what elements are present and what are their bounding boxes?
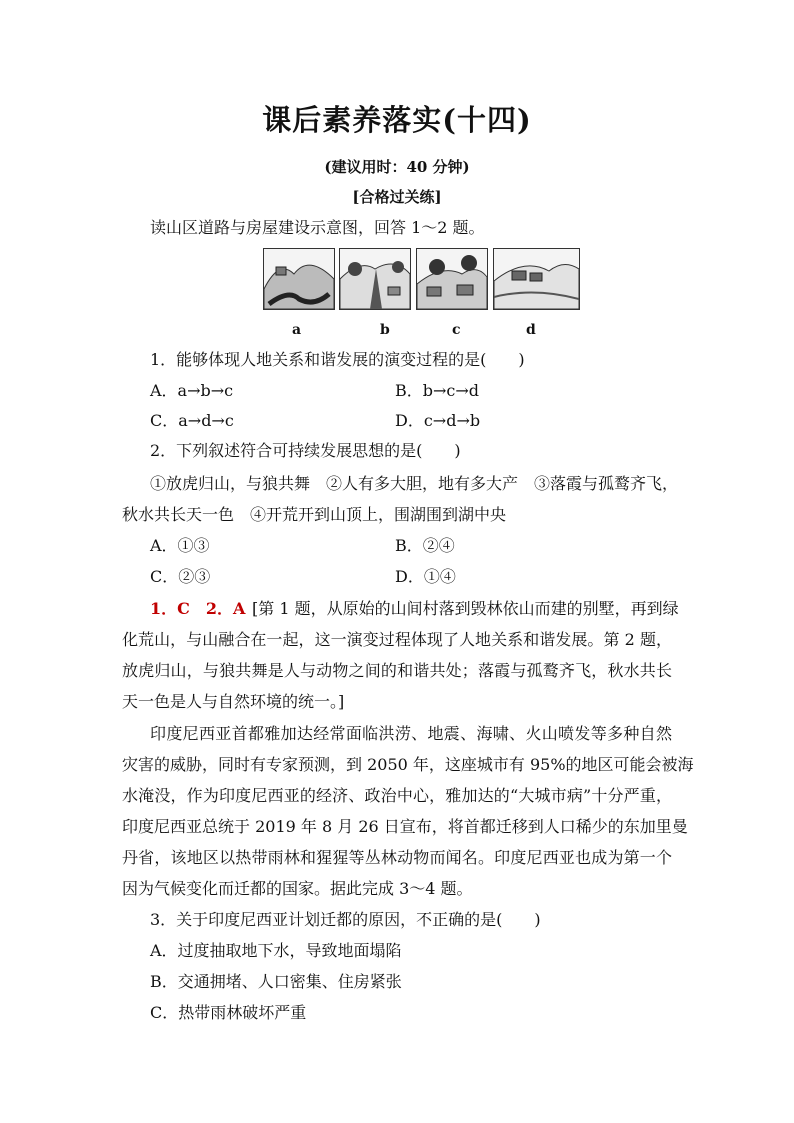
q2-stem: 2．下列叙述符合可持续发展思想的是( ) [150, 441, 461, 460]
figure-label-c: c [452, 322, 461, 338]
sketch-b-image [339, 248, 411, 310]
passage-line3: 水淹没，作为印度尼西亚的经济、政治中心，雅加达的“大城市病”十分严重， [122, 786, 672, 805]
answer-explanation-line4: 天一色是人与自然环境的统一。] [122, 692, 345, 711]
passage-line6: 因为气候变化而迁都的国家。据此完成 3～4 题。 [122, 879, 473, 898]
figure-label-b: b [380, 322, 390, 338]
q3-stem: 3．关于印度尼西亚计划迁都的原因，不正确的是( ) [150, 910, 541, 929]
sketch-a-image [263, 248, 335, 310]
q3-option-c: C．热带雨林破坏严重 [150, 1003, 307, 1022]
figure-label-d: d [526, 322, 536, 338]
answer-explanation-line2: 化荒山，与山融合在一起，这一演变过程体现了人地关系和谐发展。第 2 题， [122, 630, 672, 649]
sketch-d-image [493, 248, 580, 310]
sketch-c-image [416, 248, 488, 310]
figure-label-a: a [292, 322, 302, 338]
q2-option-a: A．①③ [150, 536, 210, 555]
figure-sketches [263, 248, 580, 310]
time-note: (建议用时：40 分钟) [324, 158, 470, 176]
q3-option-a: A．过度抽取地下水，导致地面塌陷 [150, 941, 402, 960]
passage-line1: 印度尼西亚首都雅加达经常面临洪涝、地震、海啸、火山喷发等多种自然 [150, 724, 672, 743]
passage-line2: 灾害的威胁，同时有专家预测，到 2050 年，这座城市有 95%的地区可能会被海 [122, 755, 694, 774]
q2-option-d: D．①④ [395, 567, 456, 586]
q1-option-c: C．a→d→c [150, 411, 234, 430]
q1-option-d: D．c→d→b [395, 411, 481, 430]
section-heading: [合格过关练] [352, 188, 442, 206]
q1-stem: 1．能够体现人地关系和谐发展的演变过程的是( ) [150, 350, 525, 369]
q1-option-a: A．a→b→c [150, 381, 234, 400]
q2-statements-line1: ①放虎归山，与狼共舞 ②人有多大胆，地有多大产 ③落霞与孤鹜齐飞， [150, 474, 679, 493]
q2-option-b: B．②④ [395, 536, 455, 555]
answer-explanation-line3: 放虎归山，与狼共舞是人与动物之间的和谐共处；落霞与孤鹜齐飞，秋水共长 [122, 661, 672, 680]
page-title: 课后素养落实(十四) [262, 103, 532, 137]
answer-explanation-line1: [第 1 题，从原始的山间村落到毁林依山而建的别墅，再到绿 [252, 599, 679, 618]
q3-option-b: B．交通拥堵、人口密集、住房紧张 [150, 972, 402, 991]
q2-option-c: C．②③ [150, 567, 211, 586]
passage-line5: 丹省，该地区以热带雨林和猩猩等丛林动物而闻名。印度尼西亚也成为第一个 [122, 848, 672, 867]
question-intro: 读山区道路与房屋建设示意图，回答 1～2 题。 [150, 218, 485, 237]
q1-option-b: B．b→c→d [395, 381, 480, 400]
passage-line4: 印度尼西亚总统于 2019 年 8 月 26 日宣布，将首都迁移到人口稀少的东加里曼 [122, 817, 688, 836]
answer-key: 1．C 2．A [150, 599, 246, 618]
q2-statements-line2: 秋水共长天一色 ④开荒开到山顶上，围湖围到湖中央 [122, 505, 507, 524]
